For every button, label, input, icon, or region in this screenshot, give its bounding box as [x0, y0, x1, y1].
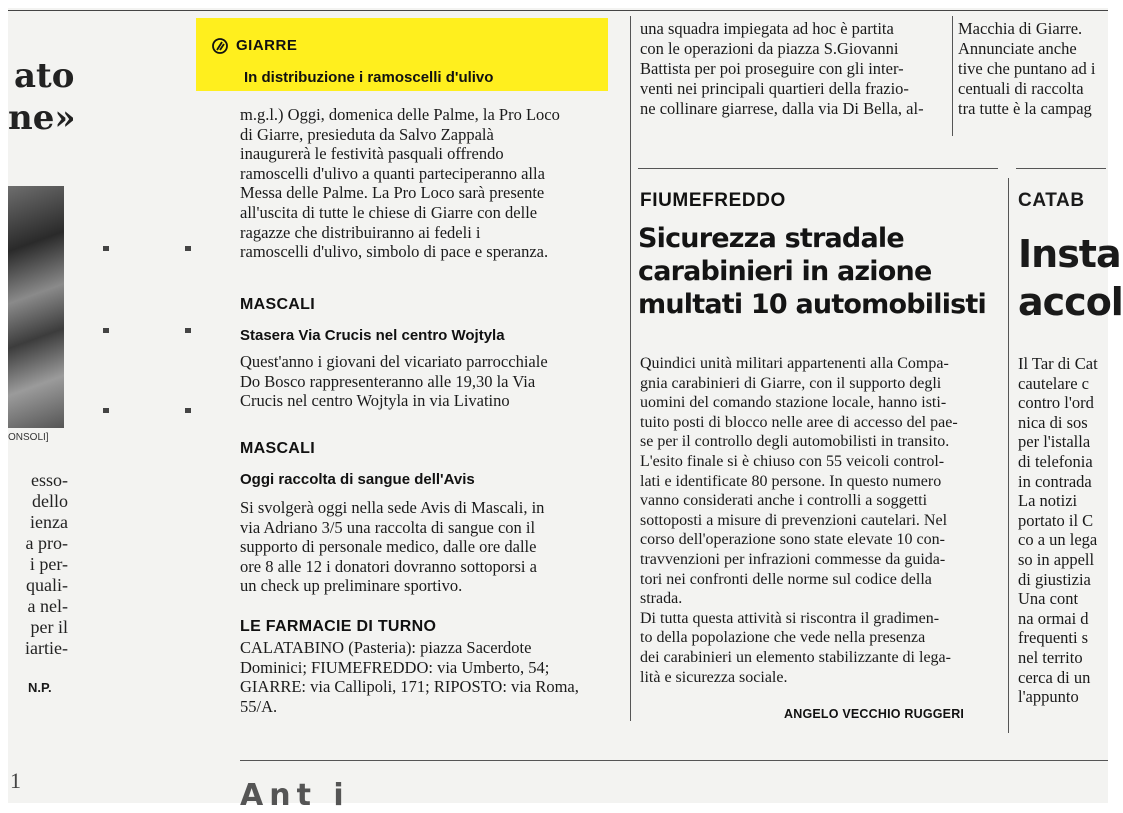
farmacie-section: LE FARMACIE DI TURNO — [240, 618, 437, 635]
mascali-title-2: Oggi raccolta di sangue dell'Avis — [240, 471, 475, 488]
far-right-body: Il Tar di Cat cautelare c contro l'ord nica di sos per l'istalla di telefonia in contrada La notizi portato il C co a un lega so in appell di giustizia Una cont na ormai d frequenti s nel territo cerca di un l'appunto — [1018, 354, 1098, 707]
bullet — [103, 246, 109, 251]
mascali-body-1: Quest'anno i giovani del vicariato parrocchiale Do Bosco rappresenteranno alle 19,30 la Via Crucis nel centro Wojtyla in via Livatino — [240, 352, 548, 411]
mascali-title-1: Stasera Via Crucis nel centro Wojtyla — [240, 327, 505, 344]
bottom-headline-fragment: Ant i — [240, 778, 350, 813]
left-text-line: i per- — [29, 554, 68, 574]
left-text-line: a pro- — [25, 533, 68, 553]
giarre-article — [240, 105, 620, 262]
newspaper-page — [8, 8, 1123, 813]
fiumefreddo-headline: Sicurezza stradale carabinieri in azione multati 10 automobilisti — [638, 223, 986, 320]
photo-fragment — [8, 186, 64, 428]
giarre-section: GIARRE — [236, 37, 298, 54]
mascali-article-2 — [240, 498, 620, 596]
left-text-line: ienza — [30, 512, 68, 532]
newspaper-logo-icon — [212, 38, 228, 54]
left-text-line: per il — [30, 617, 68, 637]
bullet — [185, 246, 191, 251]
top-rule — [8, 10, 1108, 11]
left-text-line: a nel- — [27, 596, 68, 616]
signature: N.P. — [28, 680, 52, 695]
mascali-section-1: MASCALI — [240, 296, 315, 313]
giarre-body: m.g.l.) Oggi, domenica delle Palme, la Pro Loco di Giarre, presieduta da Salvo Zappalà inaugurerà le festività pasquali offrendo ramoscelli d'ulivo a quanti parteciperanno alla Messa delle Palme. La Pro Loco sarà presente all'uscita di tutte le chiese di Giarre con delle ragazze che distribuiranno ai fedeli i ramoscelli d'ulivo, simbolo di pace e speranza. — [240, 105, 560, 262]
bullet — [103, 328, 109, 333]
left-cut-column — [8, 8, 76, 803]
mascali-article-1 — [240, 352, 620, 411]
fiumefreddo-body: Quindici unità militari appartenenti alla Compa- gnia carabinieri di Giarre, con il supporto degli uomini del comando stazione locale, hanno isti- tuito posti di blocco nelle aree di accesso del pae- se per il controllo degli automobilisti in transito. L'esito finale si è chiuso con 55 veicoli control- lati e identificate 80 persone. In questo numero vanno considerati anche i controlli a soggetti sottoposti a misure di prevenzioni cautelari. Nel corso dell'operazione sono state elevate 10 con- travvenzioni per infrazioni commesse da guida- tori nei confronti delle norme sul codice della strada. Di tutta questa attività si riscontra il gradimen- to della popolazione che vede nella presenza dei carabinieri un elemento stabilizzante di lega- lità e sicurezza sociale. — [640, 355, 958, 686]
column-divider — [952, 16, 953, 136]
giarre-title: In distribuzione i ramoscelli d'ulivo — [244, 69, 494, 86]
continued-article-text: una squadra impiegata ad hoc è partita con le operazioni da piazza S.Giovanni Battista per poi proseguire con gli inter- venti nei principali quartieri della frazio- ne collinare giarrese, dalla via Di Bella, al- — [640, 19, 924, 118]
farmacie-body: CALATABINO (Pasteria): piazza Sacerdote Dominici; FIUMEFREDDO: via Umberto, 54; GIARRE: via Callipoli, 171; RIPOSTO: via Roma, 55/A. — [240, 638, 579, 716]
left-text-line: iartie- — [25, 638, 68, 658]
photo-caption: ONSOLI] — [8, 432, 49, 443]
farmacie-article — [240, 638, 620, 716]
byline: ANGELO VECCHIO RUGGERI — [784, 707, 965, 721]
page-number: 1 — [10, 768, 21, 793]
section-rule — [1016, 168, 1106, 169]
section-rule — [638, 168, 998, 169]
bullet — [185, 328, 191, 333]
far-right-headline: Insta accol — [1018, 232, 1123, 324]
mascali-body-2: Si svolgerà oggi nella sede Avis di Mascali, in via Adriano 3/5 una raccolta di sangue con il supporto di personale medico, dalle ore dalle ore 8 alle 12 i donatori dovranno sottoporsi a un check up preliminare sportivo. — [240, 498, 545, 596]
left-headline-fragment-2: ne» — [8, 98, 76, 138]
mascali-section-2: MASCALI — [240, 440, 315, 457]
left-text-line: esso- — [31, 470, 68, 490]
column-divider — [1008, 178, 1009, 733]
far-right-section: CATAB — [1018, 190, 1085, 211]
column-divider — [630, 16, 631, 721]
bullet — [185, 408, 191, 413]
fiumefreddo-section: FIUMEFREDDO — [640, 190, 786, 211]
left-headline-fragment-1: ato — [14, 56, 75, 96]
far-right-continued-text: Macchia di Giarre. Annunciate anche tive che puntano ad i centuali di raccolta tra tutte è la campag — [958, 19, 1096, 118]
bottom-rule — [240, 760, 1108, 761]
giarre-section-label — [212, 37, 297, 54]
left-text-line: dello — [32, 491, 68, 511]
bullet — [103, 408, 109, 413]
left-text-line: quali- — [26, 575, 68, 595]
